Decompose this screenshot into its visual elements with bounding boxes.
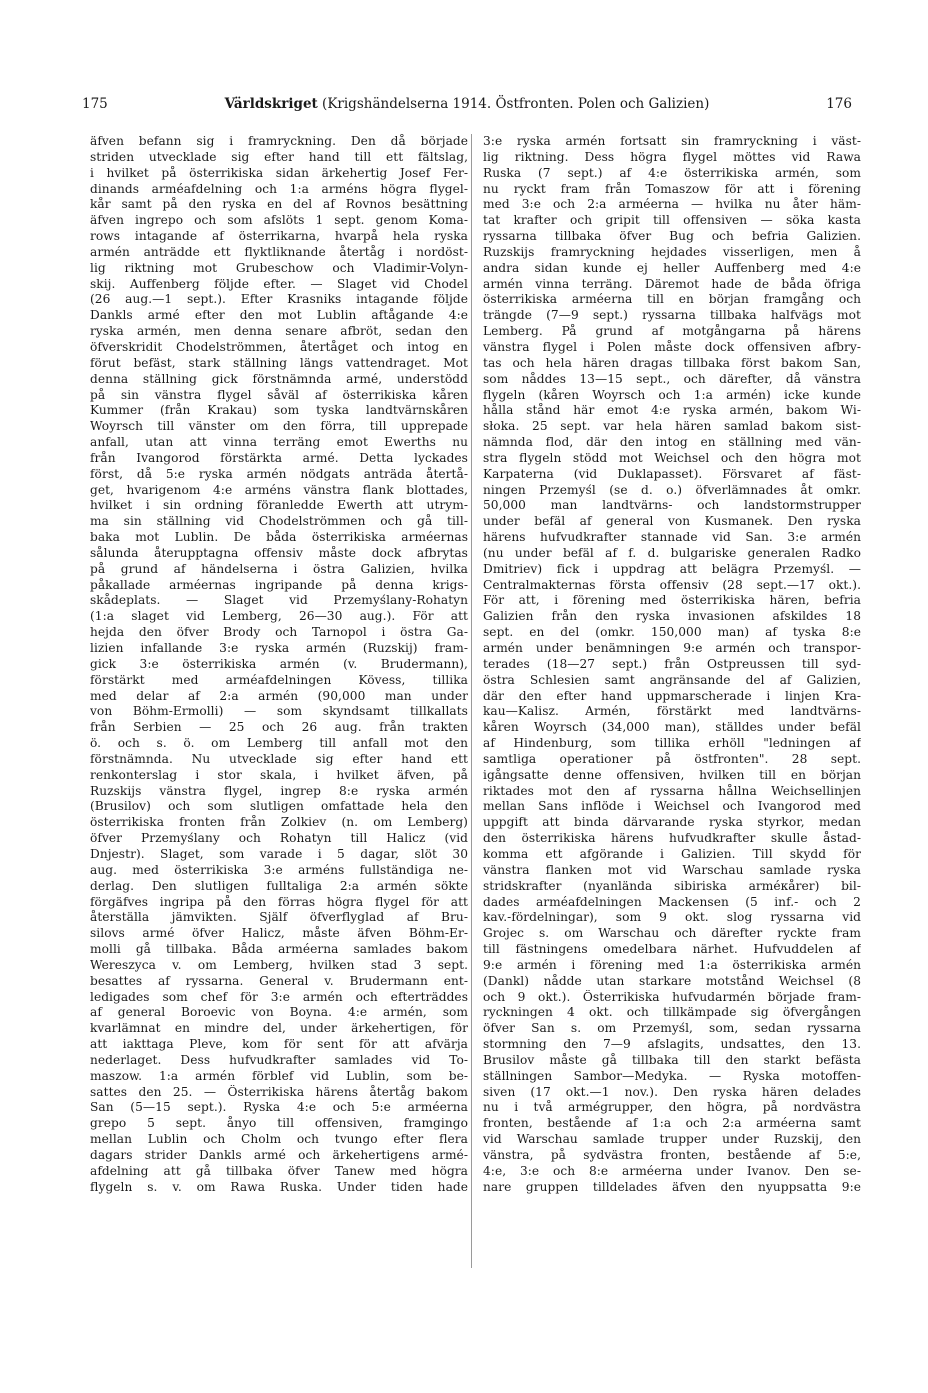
text-line: striden utvecklade sig efter hand till ett fältslag, — [90, 149, 468, 164]
text-line: słoka. 25 sept. var hela hären samlad bakom sist- — [483, 419, 861, 434]
text-line: äfven befann sig i framryckning. Den då började — [90, 134, 468, 148]
text-line: San (5—15 sept.). Ryska 4:e och 5:e arméerna — [90, 1100, 468, 1115]
text-line: ryckningen 4 okt. och tillkämpade sig öfvergången — [483, 1005, 861, 1020]
running-title-bold: Världskriget — [224, 96, 318, 112]
text-line: af general Boroevic von Boyna. 4:e armén, som — [90, 1005, 468, 1020]
text-line: (Brusilov) och som slutligen omfattade hela den — [90, 799, 468, 814]
text-line: flygeln (kåren Woyrsch och 1:a armén) icke kunde — [483, 387, 861, 402]
text-line: silovs armé öfver Halicz, måste äfven Böhm-Er- — [90, 926, 468, 941]
text-line: med 3:e och 2:a arméerna — hvilka nu åter häm- — [483, 197, 861, 212]
text-line: sålunda återupptagna offensiv måste dock afbrytas — [90, 545, 468, 560]
column-divider — [471, 134, 472, 1268]
text-line: igångsatte denne offensiven, hvilken till en början — [483, 767, 861, 782]
text-line: vid Warschau samlade trupper under Ruzskij, den — [483, 1132, 861, 1147]
text-line: Dnjestr). Slaget, som varade i 5 dagar, slöt 30 — [90, 846, 468, 861]
text-line: Karpaterna (vid Duklapasset). Försvaret af fäst- — [483, 466, 861, 481]
text-line: österrikiska arméerna till en början framgång och — [483, 292, 861, 307]
text-line: från Serbien — 25 och 26 aug. från trakten — [90, 720, 468, 735]
text-line: von Böhm-Ermolli) — som skyndsamt tillkallats — [90, 704, 468, 719]
text-line: Wereszyca v. om Lemberg, hvilken stad 3 sept. — [90, 957, 468, 972]
text-line: Ruzskijs framryckning hejdades visserligen, men å — [483, 244, 861, 259]
text-line: ö. och s. ö. om Lemberg till anfall mot den — [90, 736, 468, 751]
text-line: äfven ingrepo och som afslöts 1 sept. genom Koma- — [90, 213, 468, 228]
text-line: riktades mot den af ryssarna hållna Weichsellinjen — [483, 783, 861, 798]
text-line: fronten, bestående af 1:a och 2:a arméerna samt — [483, 1116, 861, 1131]
text-line: kåren Woyrsch (34,000 man), ställdes under befäl — [483, 720, 861, 735]
text-line: armén anträdde ett flyktliknande återtåg i nordöst- — [90, 244, 468, 259]
text-line: För att, i förening med österrikiska hären, befria — [483, 593, 861, 608]
text-line: baka mot Lublin. De båda österrikiska arméernas — [90, 530, 468, 545]
text-line: vänstra, på sydvästra fronten, bestående af 5:e, — [483, 1148, 861, 1162]
text-line: kvarlämnat en mindre del, under ärkehertigen, för — [90, 1021, 468, 1036]
text-line: renkonterslag i stor skala, i hvilket äfven, på — [90, 767, 468, 782]
text-line: mellan Sans inflöde i Weichsel och Ivangorod med — [483, 799, 861, 814]
text-line: mellan Lublin och Cholm och tvungo efter flera — [90, 1132, 468, 1147]
text-line: öfverskridit Chodelströmmen, återtåget och intog en — [90, 339, 468, 354]
running-header — [82, 93, 852, 115]
text-line: nu ryckt fram från Tomaszow för att i förening — [483, 181, 861, 196]
text-line: siven (17 okt.—1 nov.). Den ryska hären delades — [483, 1084, 861, 1099]
text-line: vänstra flanken mot vid Warschau samlade ryska — [483, 862, 861, 877]
text-line: där den efter hand uppmarscherade i linjen Kra- — [483, 688, 861, 703]
text-line: derlag. Den slutligen fulltaliga 2:a armén sökte — [90, 878, 468, 893]
text-line: hejda den öfver Brody och Tarnopol i östra Ga- — [90, 625, 468, 640]
text-line: på sin vänstra flygel såväl af österrikiska kåren — [90, 387, 468, 402]
text-line: förgäfves ingripa på den förras högra flygel för att — [90, 894, 468, 909]
text-line: vänstra flygel i Polen måste dock offensiven afbry- — [483, 339, 861, 354]
text-line: att iakttaga Pleve, kom för sent för att afvärja — [90, 1037, 468, 1052]
page-number-right: 176 — [826, 96, 852, 112]
text-line: stormning den 7—9 afslagits, undsattes, den 13. — [483, 1037, 861, 1052]
text-line: förut befäst, stark ställning längs vattendraget. Mot — [90, 355, 468, 370]
text-line: nare gruppen tilldelades äfven den nyuppsatta 9:e — [483, 1179, 861, 1194]
text-line: nederlaget. Dess hufvudkrafter samlades vid To- — [90, 1052, 468, 1067]
text-line: 50,000 man landtvärns- och landstormstrupper — [483, 498, 861, 513]
text-line: dinands arméafdelning och 1:a arméns högra flygel- — [90, 181, 468, 196]
text-line: Brusilov måste gå tillbaka till den starkt befästa — [483, 1052, 861, 1067]
text-line: den österrikiska härens hufvudkrafter skulle åstad- — [483, 831, 861, 846]
text-line: från Ivangorod förstärkta armé. Detta lyckades — [90, 450, 468, 465]
running-title — [82, 93, 852, 115]
running-title-rest: (Krigshändelserna 1914. Östfronten. Polen och Galizien) — [317, 96, 710, 112]
text-line: ryssarna tillbaka öfver Bug och befria Galizien. — [483, 229, 861, 244]
text-line: 9:e armén i förening med 1:a österrikiska armén — [483, 957, 861, 972]
text-line: get, hvarigenom 4:e arméns vänstra flank blottades, — [90, 482, 468, 497]
text-line: besattes af ryssarna. General v. Brudermann ent- — [90, 973, 468, 988]
text-line: härens hufvudkrafter stannade vid San. 3:e armén — [483, 530, 861, 545]
text-line: återställa jämvikten. Själf öfverflyglad af Bru- — [90, 910, 468, 925]
text-line: ryska armén, men denna senare afbröt, sedan den — [90, 324, 468, 339]
text-line: uppgift att binda därvarande ryska styrkor, medan — [483, 815, 861, 830]
text-line: ställningen Sambor—Medyka. — Ryska motoffen- — [483, 1068, 861, 1083]
text-line: (Dankl) nådde utan starkare motstånd Weichsel (8 — [483, 973, 861, 988]
text-line: först, då 5:e ryska armén nödgats anträda återtå- — [90, 466, 468, 481]
text-line: ningen Przemyśl (se d. o.) öfverlämnades åt omkr. — [483, 482, 861, 497]
text-line: Galizien från den ryska invasionen afskildes 18 — [483, 609, 861, 624]
text-line: trängde (7—9 sept.) ryssarna tillbaka halfvägs mot — [483, 308, 861, 323]
text-line: påkallade arméernas ingripande på denna krigs- — [90, 577, 468, 592]
text-line: gick 3:e österrikiska armén (v. Brudermann), — [90, 656, 468, 671]
text-line: öfver Przemyślany och Rohatyn till Halicz (vid — [90, 831, 468, 846]
text-line: nu i två armégrupper, den högra, på nordvästra — [483, 1100, 861, 1115]
text-line: afdelning att gå tillbaka öfver Tanew med högra — [90, 1163, 468, 1178]
text-line: öfver San s. om Przemyśl, som, sedan ryssarna — [483, 1021, 861, 1036]
text-line: Ruzskijs vänstra flygel, ingrep 8:e ryska armén — [90, 783, 468, 798]
text-line: af Hindenburg, som tillika erhöll "ledningen af — [483, 736, 861, 751]
text-line: Dmitriev) fick i uppdrag att belägra Przemyśl. — — [483, 561, 861, 576]
text-line: skij. Auffenberg följde efter. — Slaget vid Chodel — [90, 276, 468, 291]
text-line: Ruska (7 sept.) af 4:e österrikiska armén, som — [483, 165, 861, 180]
text-line: maszow. 1:a armén förblef vid Lublin, som be- — [90, 1068, 468, 1083]
text-line: förstnämnda. Nu utvecklade sig efter hand ett — [90, 751, 468, 766]
text-line: anfall, utan att vinna terräng emot Ewerths nu — [90, 435, 468, 450]
text-line: kår samt på den ryska en del af Rovnos besättning — [90, 197, 468, 212]
text-line: ledigades som chef för 3:e armén och efterträddes — [90, 989, 468, 1004]
text-line: tas och hela hären dragas tillbaka först bakom San, — [483, 355, 861, 370]
text-line: dades arméafdelningen Mackensen (5 inf.- och 2 — [483, 894, 861, 909]
text-line: sattes den 25. — Österrikiska härens återtåg bakom — [90, 1084, 468, 1099]
text-line: 4:e, 3:e och 8:e arméerna under Ivanov. Den se- — [483, 1163, 861, 1178]
text-line: Woyrsch till vänster om den förra, till upprepade — [90, 419, 468, 434]
text-line: skådeplats. — Slaget vid Przemyślany-Rohatyn — [90, 593, 468, 608]
text-line: östra Schlesien samt angränsande del af Galizien, — [483, 672, 861, 687]
text-line: flygeln s. v. om Rawa Ruska. Under tiden hade — [90, 1179, 468, 1194]
text-line: Dankls armé efter den mot Lublin aftågande 4:e — [90, 308, 468, 323]
text-line: grepo 5 sept. ånyo till offensiven, framgingo — [90, 1116, 468, 1131]
text-line: komma ett afgörande i Galizien. Till skydd för — [483, 846, 861, 861]
text-line: kav.-fördelningar), som 9 okt. slog ryssarna vid — [483, 910, 861, 925]
text-line: tat krafter och gripit till offensiven — söka kasta — [483, 213, 861, 228]
text-line: Grojec s. om Warschau och därefter ryckte fram — [483, 926, 861, 941]
text-line: andra sidan kunde ej heller Auffenberg med 4:e — [483, 260, 861, 275]
text-line: sept. en del (omkr. 150,000 man) af tyska 8:e — [483, 625, 861, 640]
text-line: nämnda flod, där den intog en ställning med vän- — [483, 435, 861, 450]
left-text-column — [90, 134, 468, 1196]
text-line: kau—Kalisz. Armén, förstärkt med landtvärns- — [483, 704, 861, 719]
text-line: 3:e ryska armén fortsatt sin framryckning i väst- — [483, 134, 861, 148]
text-line: stra flygeln stödd mot Weichsel och den högra mot — [483, 450, 861, 465]
page-number-left: 175 — [82, 96, 108, 112]
text-line: lizien infallande 3:e ryska armén (Ruzskij) fram- — [90, 641, 468, 655]
text-line: Lemberg. På grund af motgångarna på härens — [483, 324, 861, 339]
text-line: stridskrafter (nyanlända sibiriska arméкårer) bil- — [483, 878, 861, 893]
text-line: armén under benämningen 9:e armén och transpor- — [483, 641, 861, 655]
text-line: terades (18—27 sept.) från Ostpreussen till syd- — [483, 656, 861, 671]
text-line: hvilket i sin ordning föranledde Ewerth att utrym- — [90, 498, 468, 513]
text-line: samtliga operationer på östfronten". 28 sept. — [483, 751, 861, 766]
text-line: (1:a slaget vid Lemberg, 26—30 aug.). För att — [90, 609, 468, 624]
text-line: Centralmakternas första offensiv (28 sept.—17 okt.). — [483, 577, 861, 592]
text-line: i hvilket på österrikiska sidan ärkehertig Josef Fer- — [90, 165, 468, 180]
text-line: aug. med österrikiska 3:e arméns fullständiga ne- — [90, 862, 468, 877]
text-line: molli gå tillbaka. Båda arméerna samlades bakom — [90, 942, 468, 957]
text-line: ma sin ställning vid Chodelströmmen och gå till- — [90, 514, 468, 529]
text-line: och 9 okt.). Österrikiska hufvudarmén började fram- — [483, 989, 861, 1004]
text-line: till fästningens omedelbara närhet. Hufvuddelen af — [483, 942, 861, 957]
text-line: med delar af 2:a armén (90,000 man under — [90, 688, 468, 703]
text-line: rows intagande af österrikarna, hvarpå hela ryska — [90, 229, 468, 244]
text-line: armén vinna terräng. Däremot hade de båda öfriga — [483, 276, 861, 291]
text-line: denna ställning gick förstnämnda armé, understödd — [90, 371, 468, 386]
text-line: dagars strider Dankls armé och ärkehertigens armé- — [90, 1148, 468, 1162]
text-line: lig riktning mot Grubeschow och Vladimir-Volyn- — [90, 260, 468, 275]
text-line: österrikiska fronten från Zolkiev (n. om Lemberg) — [90, 815, 468, 830]
text-line: lig riktning. Dess högra flygel möttes vid Rawa — [483, 149, 861, 164]
right-text-column — [483, 134, 861, 1196]
text-line: förstärkt med arméafdelningen Kövess, tillika — [90, 672, 468, 687]
text-line: under befäl af general von Kusmanek. Den ryska — [483, 514, 861, 529]
text-line: hålla stånd här emot 4:e ryska armén, bakom Wi- — [483, 403, 861, 418]
text-line: på grund af händelserna i östra Galizien, hvilka — [90, 561, 468, 576]
text-line: Kummer (från Krakau) som tyska landtvärnskåren — [90, 403, 468, 418]
text-line: som nåddes 13—15 sept., och därefter, då vänstra — [483, 371, 861, 386]
text-line: (nu under befäl af f. d. bulgariske generalen Radko — [483, 545, 861, 560]
text-line: (26 aug.—1 sept.). Efter Krasniks intagande följde — [90, 292, 468, 307]
